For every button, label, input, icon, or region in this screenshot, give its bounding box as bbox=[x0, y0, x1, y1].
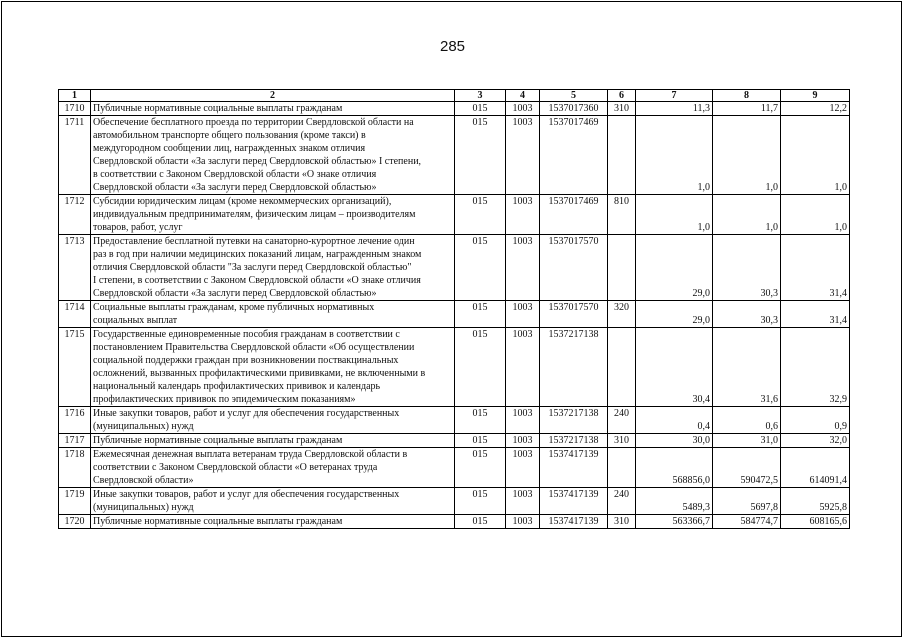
description-line: автомобильном транспорте общего пользования (кроме такси) в bbox=[93, 130, 366, 141]
target-article-cell: 1537217138 bbox=[540, 434, 608, 448]
section-code-cell: 1003 bbox=[506, 328, 540, 407]
amount-cell-7: 29,0 bbox=[636, 235, 713, 301]
description-cell bbox=[91, 448, 455, 488]
table-row bbox=[59, 448, 850, 488]
ministry-code-cell: 015 bbox=[455, 116, 506, 195]
target-article-cell: 1537417139 bbox=[540, 448, 608, 488]
row-number-cell: 1720 bbox=[59, 515, 91, 529]
expense-type-cell: 310 bbox=[608, 434, 636, 448]
table-row bbox=[59, 407, 850, 434]
table-row bbox=[59, 515, 850, 529]
amount-cell-8: 590472,5 bbox=[713, 448, 781, 488]
budget-table bbox=[58, 89, 850, 529]
section-code-cell: 1003 bbox=[506, 434, 540, 448]
ministry-code-cell: 015 bbox=[455, 448, 506, 488]
expense-type-cell: 310 bbox=[608, 102, 636, 116]
section-code-cell: 1003 bbox=[506, 116, 540, 195]
header-cell: 2 bbox=[91, 90, 455, 102]
description-cell bbox=[91, 102, 455, 116]
description-line: Свердловской области» bbox=[93, 475, 194, 486]
description-line: осложнений, вызванных профилактическими прививками, не включенными в bbox=[93, 368, 426, 379]
row-number-cell: 1717 bbox=[59, 434, 91, 448]
row-number-cell: 1714 bbox=[59, 301, 91, 328]
section-code-cell: 1003 bbox=[506, 102, 540, 116]
amount-cell-9: 32,0 bbox=[781, 434, 850, 448]
description-line: Субсидии юридическим лицам (кроме некоммерческих организаций), bbox=[93, 196, 392, 207]
description-line: национальный календарь профилактических прививок и календарь bbox=[93, 381, 381, 392]
description-line: товаров, работ, услуг bbox=[93, 222, 183, 233]
expense-type-cell: 240 bbox=[608, 407, 636, 434]
description-cell bbox=[91, 116, 455, 195]
amount-cell-9: 608165,6 bbox=[781, 515, 850, 529]
row-number-cell: 1716 bbox=[59, 407, 91, 434]
amount-cell-7: 11,3 bbox=[636, 102, 713, 116]
description-line: отличия Свердловской области "За заслуги перед Свердловской областью" bbox=[93, 262, 412, 273]
description-line: соответствии с Законом Свердловской области «О ветеранах труда bbox=[93, 462, 378, 473]
amount-cell-7: 563366,7 bbox=[636, 515, 713, 529]
description-line: профилактических прививок по эпидемическим показаниям» bbox=[93, 394, 356, 405]
amount-cell-8: 5697,8 bbox=[713, 488, 781, 515]
description-line: Свердловской области «За заслуги перед Свердловской областью» bbox=[93, 288, 377, 299]
header-cell: 5 bbox=[540, 90, 608, 102]
description-line: Публичные нормативные социальные выплаты гражданам bbox=[93, 516, 343, 527]
table-row bbox=[59, 116, 850, 195]
ministry-code-cell: 015 bbox=[455, 434, 506, 448]
amount-cell-8: 31,6 bbox=[713, 328, 781, 407]
amount-cell-8: 11,7 bbox=[713, 102, 781, 116]
header-cell: 4 bbox=[506, 90, 540, 102]
section-code-cell: 1003 bbox=[506, 448, 540, 488]
ministry-code-cell: 015 bbox=[455, 328, 506, 407]
description-line: Ежемесячная денежная выплата ветеранам труда Свердловской области в bbox=[93, 449, 408, 460]
expense-type-cell: 240 bbox=[608, 488, 636, 515]
header-cell: 1 bbox=[59, 90, 91, 102]
target-article-cell: 1537017469 bbox=[540, 195, 608, 235]
ministry-code-cell: 015 bbox=[455, 515, 506, 529]
amount-cell-7: 568856,0 bbox=[636, 448, 713, 488]
expense-type-cell: 320 bbox=[608, 301, 636, 328]
table-body bbox=[59, 102, 850, 529]
amount-cell-9: 31,4 bbox=[781, 301, 850, 328]
table-row bbox=[59, 235, 850, 301]
amount-cell-7: 1,0 bbox=[636, 195, 713, 235]
amount-cell-7: 29,0 bbox=[636, 301, 713, 328]
description-line: Государственные единовременные пособия гражданам в соответствии с bbox=[93, 329, 400, 340]
amount-cell-9: 1,0 bbox=[781, 116, 850, 195]
section-code-cell: 1003 bbox=[506, 235, 540, 301]
description-line: Социальные выплаты гражданам, кроме публичных нормативных bbox=[93, 302, 375, 313]
target-article-cell: 1537017360 bbox=[540, 102, 608, 116]
amount-cell-8: 1,0 bbox=[713, 195, 781, 235]
target-article-cell: 1537017570 bbox=[540, 301, 608, 328]
description-cell bbox=[91, 328, 455, 407]
expense-type-cell bbox=[608, 328, 636, 407]
table-row bbox=[59, 488, 850, 515]
amount-cell-8: 584774,7 bbox=[713, 515, 781, 529]
description-cell bbox=[91, 195, 455, 235]
ministry-code-cell: 015 bbox=[455, 235, 506, 301]
expense-type-cell: 810 bbox=[608, 195, 636, 235]
header-cell: 6 bbox=[608, 90, 636, 102]
amount-cell-8: 30,3 bbox=[713, 301, 781, 328]
table-row bbox=[59, 328, 850, 407]
description-line: в соответствии с Законом Свердловской области «О знаке отличия bbox=[93, 169, 377, 180]
target-article-cell: 1537017469 bbox=[540, 116, 608, 195]
amount-cell-7: 5489,3 bbox=[636, 488, 713, 515]
ministry-code-cell: 015 bbox=[455, 102, 506, 116]
row-number-cell: 1715 bbox=[59, 328, 91, 407]
target-article-cell: 1537217138 bbox=[540, 328, 608, 407]
section-code-cell: 1003 bbox=[506, 301, 540, 328]
amount-cell-9: 1,0 bbox=[781, 195, 850, 235]
amount-cell-9: 12,2 bbox=[781, 102, 850, 116]
description-cell bbox=[91, 235, 455, 301]
expense-type-cell bbox=[608, 235, 636, 301]
description-cell bbox=[91, 434, 455, 448]
description-line: Иные закупки товаров, работ и услуг для обеспечения государственных bbox=[93, 408, 400, 419]
description-line: постановлением Правительства Свердловской области «Об осуществлении bbox=[93, 342, 415, 353]
amount-cell-7: 1,0 bbox=[636, 116, 713, 195]
header-cell: 7 bbox=[636, 90, 713, 102]
target-article-cell: 1537017570 bbox=[540, 235, 608, 301]
expense-type-cell bbox=[608, 448, 636, 488]
expense-type-cell: 310 bbox=[608, 515, 636, 529]
section-code-cell: 1003 bbox=[506, 515, 540, 529]
amount-cell-7: 30,0 bbox=[636, 434, 713, 448]
header-cell: 9 bbox=[781, 90, 850, 102]
section-code-cell: 1003 bbox=[506, 488, 540, 515]
description-line: междугородном сообщении лиц, награжденных знаком отличия bbox=[93, 143, 366, 154]
amount-cell-8: 31,0 bbox=[713, 434, 781, 448]
section-code-cell: 1003 bbox=[506, 407, 540, 434]
target-article-cell: 1537217138 bbox=[540, 407, 608, 434]
description-line: I степени, в соответствии с Законом Свердловской области «О знаке отличия bbox=[93, 275, 421, 286]
ministry-code-cell: 015 bbox=[455, 407, 506, 434]
description-line: раз в год при наличии медицинских показаний лицам, награжденным знаком bbox=[93, 249, 422, 260]
amount-cell-9: 32,9 bbox=[781, 328, 850, 407]
description-line: (муниципальных) нужд bbox=[93, 502, 194, 513]
description-cell bbox=[91, 488, 455, 515]
amount-cell-7: 0,4 bbox=[636, 407, 713, 434]
target-article-cell: 1537417139 bbox=[540, 488, 608, 515]
description-line: Иные закупки товаров, работ и услуг для обеспечения государственных bbox=[93, 489, 400, 500]
row-number-cell: 1718 bbox=[59, 448, 91, 488]
amount-cell-7: 30,4 bbox=[636, 328, 713, 407]
ministry-code-cell: 015 bbox=[455, 301, 506, 328]
description-line: индивидуальным предпринимателям, физическим лицам – производителям bbox=[93, 209, 416, 220]
row-number-cell: 1719 bbox=[59, 488, 91, 515]
description-line: социальной поддержки граждан при возникновении поствакцинальных bbox=[93, 355, 399, 366]
description-line: Предоставление бесплатной путевки на санаторно-курортное лечение один bbox=[93, 236, 415, 247]
header-cell: 3 bbox=[455, 90, 506, 102]
row-number-cell: 1710 bbox=[59, 102, 91, 116]
target-article-cell: 1537417139 bbox=[540, 515, 608, 529]
amount-cell-8: 30,3 bbox=[713, 235, 781, 301]
description-cell bbox=[91, 407, 455, 434]
description-line: Публичные нормативные социальные выплаты гражданам bbox=[93, 103, 343, 114]
description-line: Свердловской области «За заслуги перед Свердловской областью» I степени, bbox=[93, 156, 422, 167]
description-line: (муниципальных) нужд bbox=[93, 421, 194, 432]
expense-type-cell bbox=[608, 116, 636, 195]
amount-cell-9: 5925,8 bbox=[781, 488, 850, 515]
amount-cell-8: 1,0 bbox=[713, 116, 781, 195]
page-number: 285 bbox=[439, 38, 466, 55]
row-number-cell: 1712 bbox=[59, 195, 91, 235]
table-row bbox=[59, 195, 850, 235]
table-row bbox=[59, 434, 850, 448]
description-line: Обеспечение бесплатного проезда по территории Свердловской области на bbox=[93, 117, 414, 128]
table-row bbox=[59, 301, 850, 328]
description-line: социальных выплат bbox=[93, 315, 178, 326]
amount-cell-9: 31,4 bbox=[781, 235, 850, 301]
amount-cell-9: 0,9 bbox=[781, 407, 850, 434]
row-number-cell: 1713 bbox=[59, 235, 91, 301]
description-line: Публичные нормативные социальные выплаты гражданам bbox=[93, 435, 343, 446]
amount-cell-8: 0,6 bbox=[713, 407, 781, 434]
description-line: Свердловской области «За заслуги перед Свердловской областью» bbox=[93, 182, 377, 193]
description-cell bbox=[91, 515, 455, 529]
ministry-code-cell: 015 bbox=[455, 195, 506, 235]
table-row bbox=[59, 102, 850, 116]
header-cell: 8 bbox=[713, 90, 781, 102]
description-cell bbox=[91, 301, 455, 328]
amount-cell-9: 614091,4 bbox=[781, 448, 850, 488]
ministry-code-cell: 015 bbox=[455, 488, 506, 515]
table-header-row bbox=[59, 90, 850, 102]
row-number-cell: 1711 bbox=[59, 116, 91, 195]
section-code-cell: 1003 bbox=[506, 195, 540, 235]
